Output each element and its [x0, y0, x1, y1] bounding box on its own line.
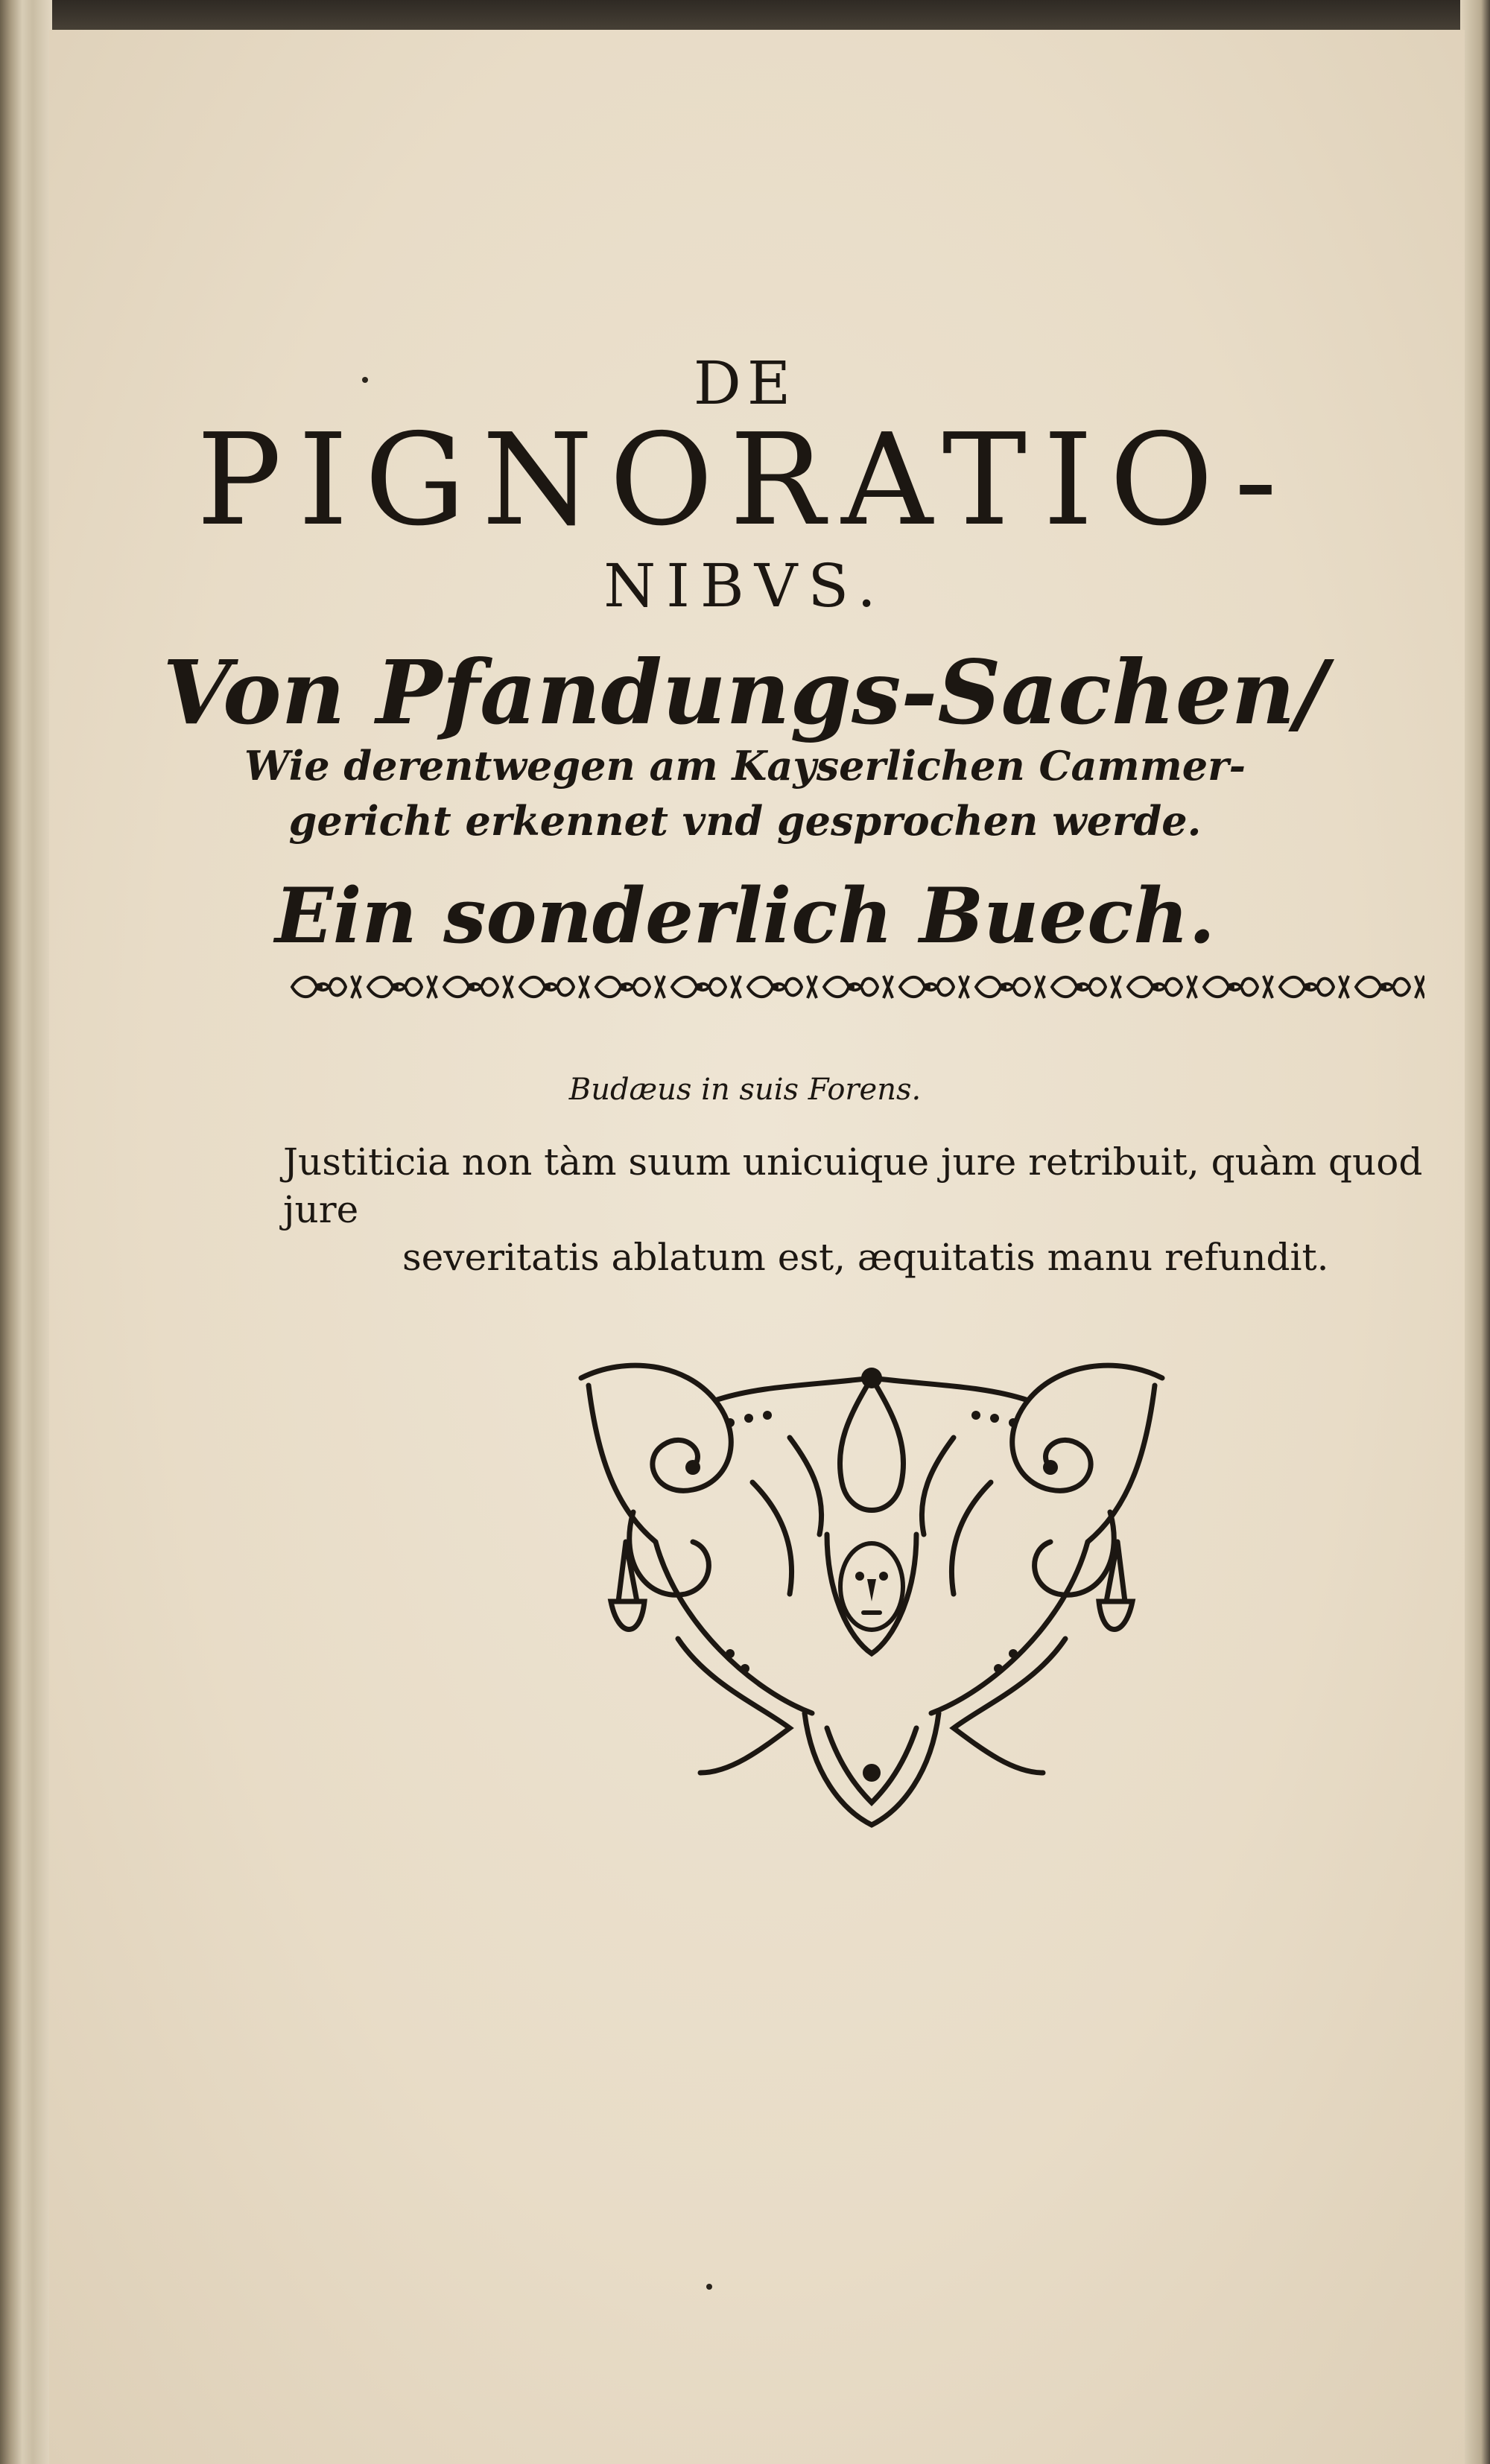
- german-title: Von Pfandungs-Sachen/: [162, 641, 1328, 744]
- ink-speck: [706, 2284, 712, 2290]
- main-title-line-1: PIGNORATIO-: [196, 407, 1294, 554]
- epigraph-line-2: severitatis ablatum est, æquitatis manu refundit.: [402, 1236, 1329, 1279]
- title-de: DE: [693, 349, 797, 418]
- ornamental-rule: [289, 968, 1424, 1006]
- epigraph: [283, 1138, 1445, 1281]
- book-label: Ein sonderlich Buech.: [274, 871, 1216, 961]
- german-subtitle-line-2: gericht erkennet vnd gesprochen werde.: [288, 797, 1202, 845]
- epigraph-line-1: Justiticia non tàm suum unicuique jure retribuit, quàm quod jure: [283, 1140, 1423, 1231]
- quote-source: Budæus in suis Forens.: [568, 1073, 922, 1107]
- german-subtitle-line-1: Wie derentwegen am Kayserlichen Cammer-: [244, 742, 1246, 790]
- woodcut-headpiece: [566, 1356, 1177, 1832]
- main-title-line-2: NIBVS.: [603, 551, 887, 620]
